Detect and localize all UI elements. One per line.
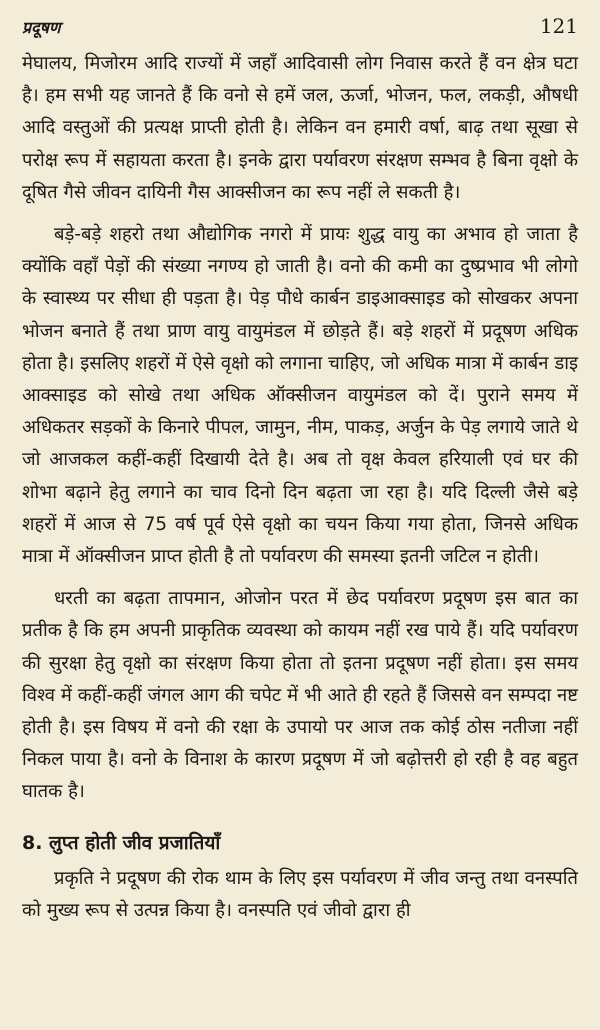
section-heading: 8. लुप्त होती जीव प्रजातियाँ (22, 831, 221, 854)
body-text (22, 48, 578, 927)
paragraph-1: मेघालय, मिजोरम आदि राज्यों में जहाँ आदिवासी लोग निवास करते हैं वन क्षेत्र घटा है। हम सभी यह जानते हैं कि वनो से हमें जल, ऊर्जा, भोजन, फल, लकड़ी, औषधी आदि वस्तुओं की प्रत्यक्ष प्राप्ती होती है। लेकिन वन हमारी वर्षा, बाढ़ तथा सूखा से परोक्ष रूप में सहायता करता है। इनके द्वारा पर्यावरण संरक्षण सम्भव है बिना वृक्षो के दूषित गैसे जीवन दायिनी गैस आक्सीजन का रूप नहीं ले सकती है। (22, 53, 578, 203)
running-head: प्रदूषण (22, 18, 61, 37)
section-paragraph: प्रकृति ने प्रदूषण की रोक थाम के लिए इस पर्यावरण में जीव जन्तु तथा वनस्पति को मुख्य रूप से उत्पन्न किया है। वनस्पति एवं जीवो द्वारा ही (22, 867, 578, 921)
paragraph-3: धरती का बढ़ता तापमान, ओजोन परत में छेद पर्यावरण प्रदूषण इस बात का प्रतीक है कि हम अपनी प्राकृतिक व्यवस्था को कायम नहीं रख पाये हैं। यदि पर्यावरण की सुरक्षा हेतु वृक्षो का संरक्षण किया होता तो इतना प्रदूषण नहीं होता। इस समय विश्व में कहीं-कहीं जंगल आग की चपेट में भी आते ही रहते हैं जिससे वन सम्पदा नष्ट होती है। इस विषय में वनो की रक्षा के उपायो पर आज तक कोई ठोस नतीजा नहीं निकल पाया है। वनो के विनाश के कारण प्रदूषण में जो बढ़ोत्तरी हो रही है वह बहुत घातक है। (22, 588, 578, 803)
paragraph-2: बड़े-बड़े शहरो तथा औद्योगिक नगरो में प्रायः शुद्ध वायु का अभाव हो जाता है क्योंकि वहाँ पेड़ों की संख्या नगण्य हो जाती है। वनो की कमी का दुष्प्रभाव भी लोगो के स्वास्थ्य पर सीधा ही पड़ता है। पेड़ पौधे कार्बन डाइआक्साइड को सोखकर अपना भोजन बनाते हैं तथा प्राण वायु वायुमंडल में छोड़ते हैं। बड़े शहरों में प्रदूषण अधिक होता है। इसलिए शहरों में ऐसे वृक्षो को लगाना चाहिए, जो अधिक मात्रा में कार्बन डाइ आक्साइड को सोखे तथा अधिक ऑक्सीजन वायुमंडल को दें। पुराने समय में अधिकतर सड़कों के किनारे पीपल, जामुन, नीम, पाकड़, अर्जुन के पेड़ लगाये जाते थे जो आजकल कहीं-कहीं दिखायी देते है। अब तो वृक्ष केवल हरियाली एवं घर की शोभा बढ़ाने हेतु लगाने का चाव दिनो दिन बढ़ता जा रहा है। यदि दिल्ली जैसे बड़े शहरों में आज से 75 वर्ष पूर्व ऐसे वृक्षो का चयन किया गया होता, जिनसे अधिक मात्रा में ऑक्सीजन प्राप्त होती है तो पर्यावरण की समस्या इतनी जटिल न होती। (22, 224, 578, 568)
page-number: 121 (539, 14, 578, 38)
page-header (22, 14, 578, 48)
